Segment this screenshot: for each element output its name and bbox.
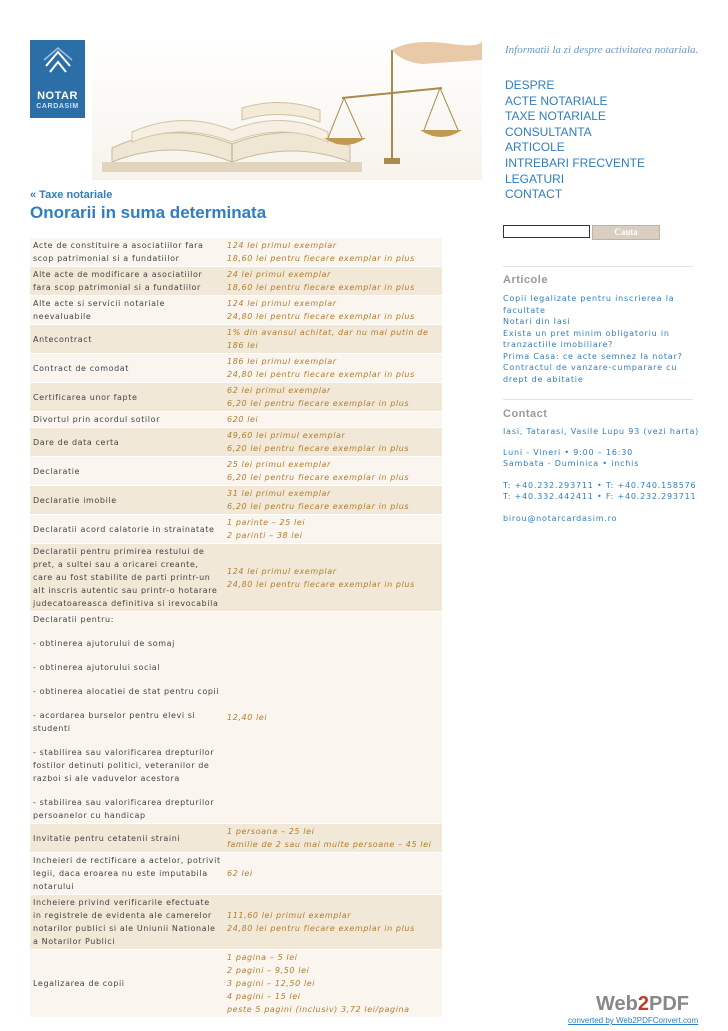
nav-contact[interactable]: CONTACT xyxy=(505,187,563,202)
fee-amount-text: 24,80 lei pentru fiecare exemplar in plus xyxy=(227,579,415,589)
fee-amount-text: 1 parinte – 25 lei xyxy=(227,518,306,527)
fee-act-cell xyxy=(30,428,224,457)
fee-act-cell xyxy=(30,824,224,853)
table-row xyxy=(30,354,442,383)
fee-act-text: Declaratii pentru primirea restului de pret, a sultei sau a oricarei creante, care au fost stabilite de parti printr-un alt inscris autentic sau printr-o hotarare judecatoareasca definitiva si irevocabila xyxy=(33,547,219,608)
article-link[interactable]: Copii legalizate pentru inscrierea la facultate xyxy=(503,294,675,315)
table-row xyxy=(30,325,442,354)
logo-text-cardasim: CARDASIM xyxy=(36,103,79,110)
sidebar-divider xyxy=(503,399,693,400)
fee-act-cell xyxy=(30,383,224,412)
fee-amount-cell xyxy=(224,267,442,296)
fee-amount-text: 49,60 lei primul exemplar xyxy=(227,431,346,440)
article-link[interactable]: Exista un pret minim obligatoriu in tranzactiile imobiliare? xyxy=(503,328,670,349)
fee-act-cell xyxy=(30,544,224,612)
fee-act-cell xyxy=(30,515,224,544)
fee-act-text: Divortul prin acordul sotilor xyxy=(33,415,160,424)
fee-amount-text: 124 lei primul exemplar xyxy=(227,566,337,576)
fee-act-cell xyxy=(30,612,224,824)
fee-act-text: Legalizarea de copii xyxy=(33,979,125,988)
fee-act-text: Invitatie pentru cetatenii straini xyxy=(33,833,181,843)
nav-taxe-notariale[interactable]: TAXE NOTARIALE xyxy=(505,109,606,124)
back-link-taxe-notariale[interactable]: « Taxe notariale xyxy=(30,189,113,201)
web2pdf-logo xyxy=(596,993,689,1016)
article-link[interactable]: Contractul de vanzare-cumparare cu drept de abitatie xyxy=(503,363,678,384)
fee-amount-text: 1% din avansul achitat, dar nu mai putin de 186 lei xyxy=(227,328,429,350)
fee-amount-cell xyxy=(224,238,442,267)
nav-intrebari-frecvente[interactable]: INTREBARI FRECVENTE xyxy=(505,155,646,170)
fee-amount-text: 62 lei xyxy=(227,869,253,878)
table-row xyxy=(30,950,442,1018)
fee-act-text: Declaratii pentru: xyxy=(33,615,114,624)
fee-act-cell xyxy=(30,325,224,354)
web2pdf-link[interactable]: converted by Web2PDFConvert.com xyxy=(568,1016,699,1025)
fee-amount-cell xyxy=(224,612,442,824)
fee-act-cell xyxy=(30,296,224,325)
fee-act-text: Incheiere privind verificarile efectuate in registrele de evidenta ale camerelor notarilor publici si ale Uniunii Nationale a Notarilor Publici xyxy=(33,898,216,946)
articles-list xyxy=(503,293,693,385)
fee-amount-text: 25 lei primul exemplar xyxy=(227,460,331,469)
contact-email[interactable]: birou@notarcardasim.ro xyxy=(503,514,618,523)
main-nav xyxy=(505,78,645,203)
fee-amount-text: 6,20 lei pentru fiecare exemplar in plus xyxy=(227,444,410,453)
fee-amount-text: 6,20 lei pentru fiecare exemplar in plus xyxy=(227,399,410,408)
fee-amount-cell xyxy=(224,412,442,428)
fee-act-cell xyxy=(30,412,224,428)
fee-amount-cell xyxy=(224,428,442,457)
fee-amount-text: 111,60 lei primul exemplar xyxy=(227,911,352,920)
fee-act-text: Incheieri de rectificare a actelor, potrivit legii, daca eroarea nu este imputabila notarului xyxy=(33,856,221,891)
fee-act-text: - stabilirea sau valorificarea drepturilor persoanelor cu handicap xyxy=(33,798,215,820)
books-scales-illustration xyxy=(92,40,482,180)
article-link[interactable]: Prima Casa: ce acte semnez la notar? xyxy=(503,351,683,361)
fee-amount-text: 6,20 lei pentru fiecare exemplar in plus xyxy=(227,473,410,482)
fee-amount-cell xyxy=(224,544,442,612)
fee-amount-text: 3 pagini – 12,50 lei xyxy=(227,979,316,988)
fee-amount-cell xyxy=(224,457,442,486)
logo[interactable] xyxy=(30,40,85,118)
fee-act-text: Declaratie xyxy=(33,466,81,476)
fee-act-text: Alte acte de modificare a asociatiilor fara scop patrimonial si a fundatiilor xyxy=(33,270,203,292)
fee-amount-cell xyxy=(224,354,442,383)
contact-phone-2: T: +40.332.442411 • F: +40.232.293711 xyxy=(503,492,697,501)
table-row xyxy=(30,383,442,412)
fee-amount-cell xyxy=(224,853,442,895)
table-row xyxy=(30,486,442,515)
article-link[interactable]: Notari din Iasi xyxy=(503,317,571,326)
fee-act-text: - obtinerea ajutorului de somaj xyxy=(33,639,176,648)
table-row xyxy=(30,457,442,486)
logo-text-notar: NOTAR xyxy=(37,90,78,102)
fee-amount-text: 24,80 lei pentru fiecare exemplar in plus xyxy=(227,370,415,379)
contact-hours-weekend: Sambata - Duminica • inchis xyxy=(503,459,640,468)
table-row xyxy=(30,238,442,267)
search-input[interactable] xyxy=(503,225,590,238)
fee-amount-text: 6,20 lei pentru fiecare exemplar in plus xyxy=(227,502,410,511)
fee-amount-cell xyxy=(224,383,442,412)
table-row xyxy=(30,824,442,853)
table-row xyxy=(30,895,442,950)
fee-act-cell xyxy=(30,267,224,296)
fee-amount-text: 24,80 lei pentru fiecare exemplar in plus xyxy=(227,924,415,933)
table-row xyxy=(30,544,442,612)
fee-amount-cell xyxy=(224,296,442,325)
fee-amount-text: 18,60 lei pentru fiecare exemplar in plus xyxy=(227,283,415,292)
fee-act-cell xyxy=(30,457,224,486)
fee-amount-cell xyxy=(224,486,442,515)
table-row xyxy=(30,612,442,824)
fee-act-text: - obtinerea alocatiei de stat pentru copii xyxy=(33,687,220,696)
fee-amount-text: 186 lei primul exemplar xyxy=(227,357,337,366)
fee-amount-text: 1 pagina – 5 lei xyxy=(227,953,298,962)
fee-amount-text: 18,60 lei pentru fiecare exemplar in plus xyxy=(227,254,415,263)
sidebar-divider xyxy=(503,266,693,267)
web2pdf-logo-text-b: 2 xyxy=(637,993,649,1015)
tagline: Informatii la zi despre activitatea notariala. xyxy=(505,44,699,56)
articles-heading: Articole xyxy=(503,274,548,286)
fee-act-text: Declaratie imobile xyxy=(33,495,117,505)
contact-address[interactable]: Iasi, Tatarasi, Vasile Lupu 93 (vezi harta) xyxy=(503,427,700,436)
contact-phone-1: T: +40.232.293711 • T: +40.740.158576 xyxy=(503,481,697,490)
web2pdf-logo-text-c: PDF xyxy=(648,993,689,1015)
table-row xyxy=(30,515,442,544)
fee-amount-text: familie de 2 sau mai multe persoane – 45 lei xyxy=(227,840,432,849)
fee-amount-text: 12,40 lei xyxy=(227,713,268,722)
fee-act-text: Dare de data certa xyxy=(33,437,120,447)
logo-mark-icon xyxy=(42,46,74,80)
fee-amount-text: 620 lei xyxy=(227,415,259,424)
fee-amount-text: 24,80 lei pentru fiecare exemplar in plus xyxy=(227,312,415,321)
web2pdf-logo-text-a: Web xyxy=(596,993,638,1015)
nav-consultanta[interactable]: CONSULTANTA xyxy=(505,124,592,139)
fee-act-text: Acte de constituire a asociatiilor fara scop patrimonial si a fundatiilor xyxy=(33,241,204,263)
fee-act-text: Contract de comodat xyxy=(33,363,129,373)
nav-articole[interactable]: ARTICOLE xyxy=(505,140,565,155)
table-row xyxy=(30,412,442,428)
fee-act-cell xyxy=(30,895,224,950)
fee-amount-text: 4 pagini – 15 lei xyxy=(227,992,301,1001)
fees-table xyxy=(30,238,442,1018)
fee-act-cell xyxy=(30,354,224,383)
table-row xyxy=(30,428,442,457)
contact-heading: Contact xyxy=(503,408,548,420)
search-button[interactable]: Cauta xyxy=(592,225,660,240)
fee-amount-text: 31 lei primul exemplar xyxy=(227,489,331,498)
fee-act-text: Alte acte si servicii notariale neevaluabile xyxy=(33,299,166,321)
fee-act-cell xyxy=(30,486,224,515)
fee-act-text: Certificarea unor fapte xyxy=(33,392,138,402)
fee-act-text: - stabilirea sau valorificarea drepturilor fostilor detinuti politici, veteranilor de razboi si ale vaduvelor acestora xyxy=(33,748,215,783)
nav-acte-notariale[interactable]: ACTE NOTARIALE xyxy=(505,93,608,108)
fee-amount-cell xyxy=(224,895,442,950)
fee-act-cell xyxy=(30,950,224,1018)
fee-amount-text: 2 parinti – 38 lei xyxy=(227,531,303,540)
fee-amount-text: peste 5 pagini (inclusiv) 3,72 lei/pagina xyxy=(227,1005,410,1014)
fee-act-text: Antecontract xyxy=(33,334,93,344)
table-row xyxy=(30,853,442,895)
nav-legaturi[interactable]: LEGATURI xyxy=(505,171,565,186)
nav-despre[interactable]: DESPRE xyxy=(505,78,555,92)
fee-amount-text: 124 lei primul exemplar xyxy=(227,241,337,250)
fee-amount-cell xyxy=(224,950,442,1018)
fee-amount-cell xyxy=(224,824,442,853)
fee-amount-cell xyxy=(224,515,442,544)
fee-amount-text: 124 lei primul exemplar xyxy=(227,299,337,308)
fee-amount-text: 2 pagini – 9,50 lei xyxy=(227,966,310,975)
fee-amount-text: 62 lei primul exemplar xyxy=(227,386,331,395)
fee-act-text: Declaratii acord calatorie in strainatate xyxy=(33,524,215,534)
hero-image xyxy=(92,40,482,180)
table-row xyxy=(30,267,442,296)
contact-hours-weekdays: Luni - Vineri • 9:00 – 16:30 xyxy=(503,448,633,457)
fee-act-text: - obtinerea ajutorului social xyxy=(33,663,161,672)
fee-act-cell xyxy=(30,238,224,267)
fee-act-text: - acordarea burselor pentru elevi si studenti xyxy=(33,711,196,733)
page-title: Onorarii in suma determinata xyxy=(30,203,267,222)
fee-amount-cell xyxy=(224,325,442,354)
fee-act-cell xyxy=(30,853,224,895)
table-row xyxy=(30,296,442,325)
fee-amount-text: 24 lei primul exemplar xyxy=(227,270,331,279)
fee-amount-text: 1 persoana – 25 lei xyxy=(227,827,315,836)
